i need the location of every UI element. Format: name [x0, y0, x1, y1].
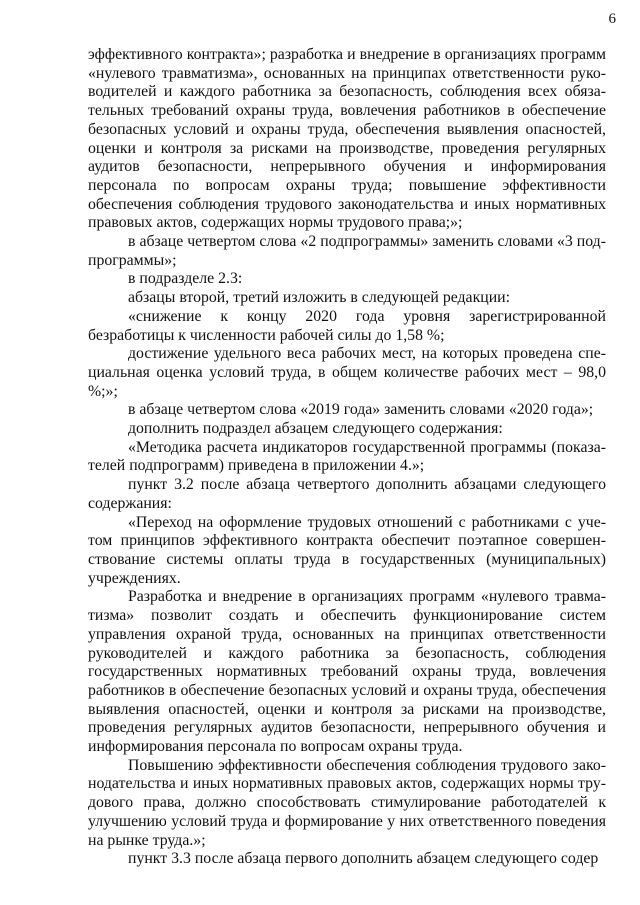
paragraph-6: достижение удельного веса рабочих мест, на которых проведена специальная оценка условий труда, в общем количестве рабочих мест – 98,0 %;»; [88, 345, 606, 400]
paragraph-1: эффективного контракта»; разработка и внедрение в организациях программ «нулевого травматизма», основанных на принципах ответственности руководителей и каждого работника за безопасность, соблюдения всех обязательных требований охраны труда, вовлечения работников в обеспечение безопасных условий и охраны труда, обеспечения выявления опасностей, оценки и контроля за рисками на производстве, проведения регулярных аудитов безопасности, непрерывного обучения и информирования персонала по вопросам охраны труда; повышение эффективности обеспечения соблюдения трудового законодательства и иных нормативных правовых актов, содержащих нормы трудового права;»; [88, 46, 606, 232]
paragraph-13: Повышению эффективности обеспечения соблюдения трудового законодательства и иных нормативных правовых актов, содержащих нормы трудового права, должно способствовать стимулирование работодателей к улучшению условий труда и формирование у них ответственного поведения на рынке труда.»; [88, 756, 606, 849]
paragraph-14: пункт 3.3 после абзаца первого дополнить абзацем следующего содер [128, 850, 599, 868]
paragraph-8: дополнить подраздел абзацем следующего содержания: [128, 420, 503, 438]
paragraph-12: Разработка и внедрение в организациях программ «нулевого травматизма» позволит создать и обеспечить функционирование систем управления охраной труда, основанных на принципах ответственности руководителей и каждого работника за безопасность, соблюдения государственных нормативных требований охраны труда, вовлечения работников в обеспечение безопасных условий и охраны труда, обеспечения выявления опасностей, оценки и контроля за рисками на производстве, проведения регулярных аудитов безопасности, непрерывного обучения и информирования персонала по вопросам охраны труда. [88, 588, 606, 756]
paragraph-3: в подразделе 2.3: [128, 270, 243, 288]
paragraph-4: абзацы второй, третий изложить в следующей редакции: [128, 289, 510, 307]
document-body [88, 46, 606, 869]
paragraph-11: «Переход на оформление трудовых отношений с работниками с учетом принципов эффективного контракта обеспечит поэтапное совершенствование системы оплаты труда в государственных (муниципальных) учреждениях. [88, 513, 606, 587]
paragraph-10: пункт 3.2 после абзаца четвертого дополнить абзацами следующего содержания: [88, 476, 606, 512]
page-number: 6 [608, 11, 616, 27]
paragraph-5: «снижение к концу 2020 года уровня зарегистрированной безработицы к численности рабочей силы до 1,58 %; [88, 307, 606, 344]
paragraph-9: «Методика расчета индикаторов государственной программы (показателей подпрограмм) приведена в приложении 4.»; [88, 438, 606, 475]
paragraph-2: в абзаце четвертом слова «2 подпрограммы» заменить словами «3 подпрограммы»; [88, 233, 606, 269]
paragraph-7: в абзаце четвертом слова «2019 года» заменить словами «2020 года»; [128, 401, 594, 419]
